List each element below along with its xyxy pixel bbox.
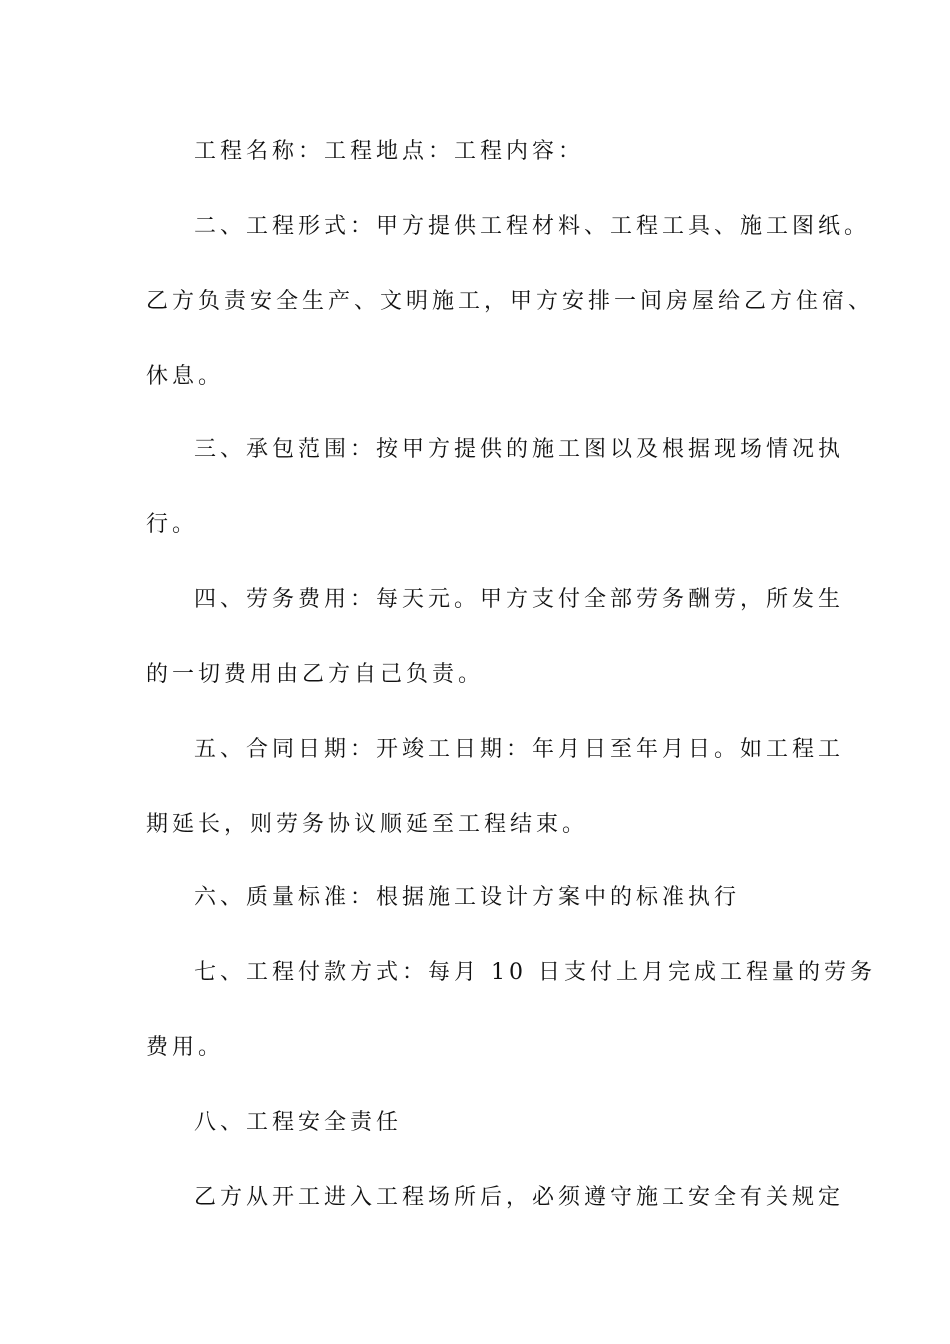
- clause-5-end: 期延长，则劳务协议顺延至工程结束。: [146, 812, 589, 837]
- clause-8-body: 乙方从开工进入工程场所后，必须遵守施工安全有关规定: [194, 1185, 845, 1210]
- clause-3-line: 三、承包范围：按甲方提供的施工图以及根据现场情况执: [194, 437, 845, 462]
- clause-3-end: 行。: [146, 512, 199, 537]
- clause-5-line: 五、合同日期：开竣工日期：年月日至年月日。如工程工: [194, 737, 845, 762]
- clause-4-end: 的一切费用由乙方自己负责。: [146, 662, 485, 687]
- clause-2-continuation: 乙方负责安全生产、文明施工，甲方安排一间房屋给乙方住宿、: [146, 289, 875, 314]
- clause-7-line: 七、工程付款方式：每月 10 日支付上月完成工程量的劳务: [194, 960, 876, 985]
- clause-4-line: 四、劳务费用：每天元。甲方支付全部劳务酬劳，所发生: [194, 587, 845, 612]
- clause-2-line: 二、工程形式：甲方提供工程材料、工程工具、施工图纸。: [194, 214, 871, 239]
- project-info-line: 工程名称：工程地点：工程内容：: [194, 139, 585, 164]
- clause-8-heading: 八、工程安全责任: [194, 1110, 403, 1135]
- clause-2-end: 休息。: [146, 364, 225, 389]
- clause-7-end: 费用。: [146, 1035, 225, 1060]
- clause-6-line: 六、质量标准：根据施工设计方案中的标准执行: [194, 885, 741, 910]
